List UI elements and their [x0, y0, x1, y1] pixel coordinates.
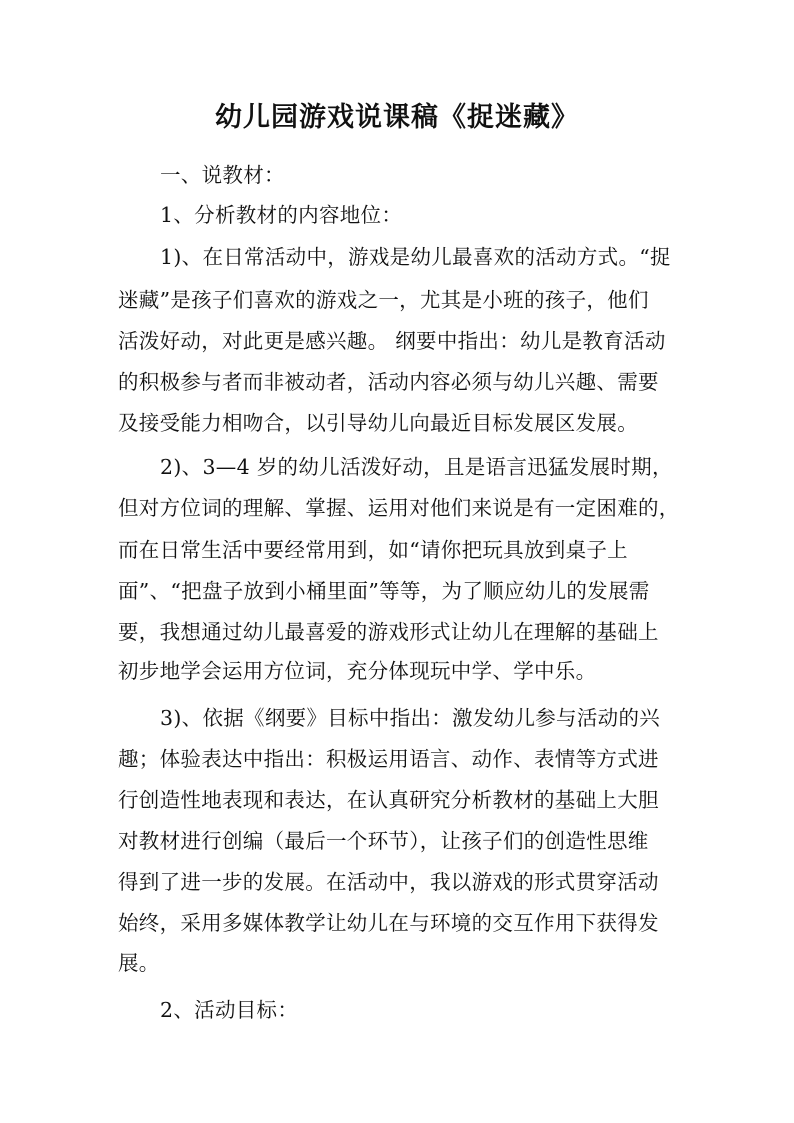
- body-line: 展。: [118, 951, 160, 975]
- body-line: 始终，采用多媒体教学让幼儿在与环境的交互作用下获得发: [118, 911, 659, 935]
- body-line: 对教材进行创编（最后一个环节），让孩子们的创造性思维: [118, 829, 649, 853]
- body-line: 得到了进一步的发展。在活动中，我以游戏的形式贯穿活动: [118, 870, 659, 894]
- body-line: 趣；体验表达中指出：积极运用语言、动作、表情等方式进: [118, 747, 659, 771]
- body-line: 2)、3—4 岁的幼儿活泼好动，且是语言迅猛发展时期，: [160, 455, 673, 479]
- body-line: 而在日常生活中要经常用到，如“请你把玩具放到桌子上: [118, 538, 628, 562]
- body-line: 行创造性地表现和表达，在认真研究分析教材的基础上大胆: [118, 788, 659, 812]
- body-line: 3)、依据《纲要》目标中指出：激发幼儿参与活动的兴: [160, 706, 661, 730]
- body-line: 但对方位词的理解、掌握、运用对他们来说是有一定困难的，: [118, 496, 680, 520]
- body-line: 活泼好动，对此更是感兴趣。 纲要中指出：幼儿是教育活动: [118, 329, 666, 353]
- subsection-heading: 2、活动目标：: [160, 998, 299, 1022]
- body-line: 1)、在日常活动中，游戏是幼儿最喜欢的活动方式。“捉: [160, 245, 671, 269]
- body-line: 迷藏”是孩子们喜欢的游戏之一，尤其是小班的孩子，他们: [118, 288, 649, 312]
- section-heading: 一、说教材：: [160, 163, 285, 187]
- body-line: 初步地学会运用方位词，充分体现玩中学、学中乐。: [118, 659, 597, 683]
- body-line: 要，我想通过幼儿最喜爱的游戏形式让幼儿在理解的基础上: [118, 620, 659, 644]
- body-line: 及接受能力相吻合，以引导幼儿向最近目标发展区发展。: [118, 411, 638, 435]
- document-title: 幼儿园游戏说课稿《捉迷藏》: [215, 102, 579, 133]
- subsection-heading: 1、分析教材的内容地位：: [160, 203, 403, 227]
- body-line: 的积极参与者而非被动者，活动内容必须与幼儿兴趣、需要: [118, 370, 659, 394]
- body-line: 面”、“把盘子放到小桶里面”等等，为了顺应幼儿的发展需: [118, 579, 650, 603]
